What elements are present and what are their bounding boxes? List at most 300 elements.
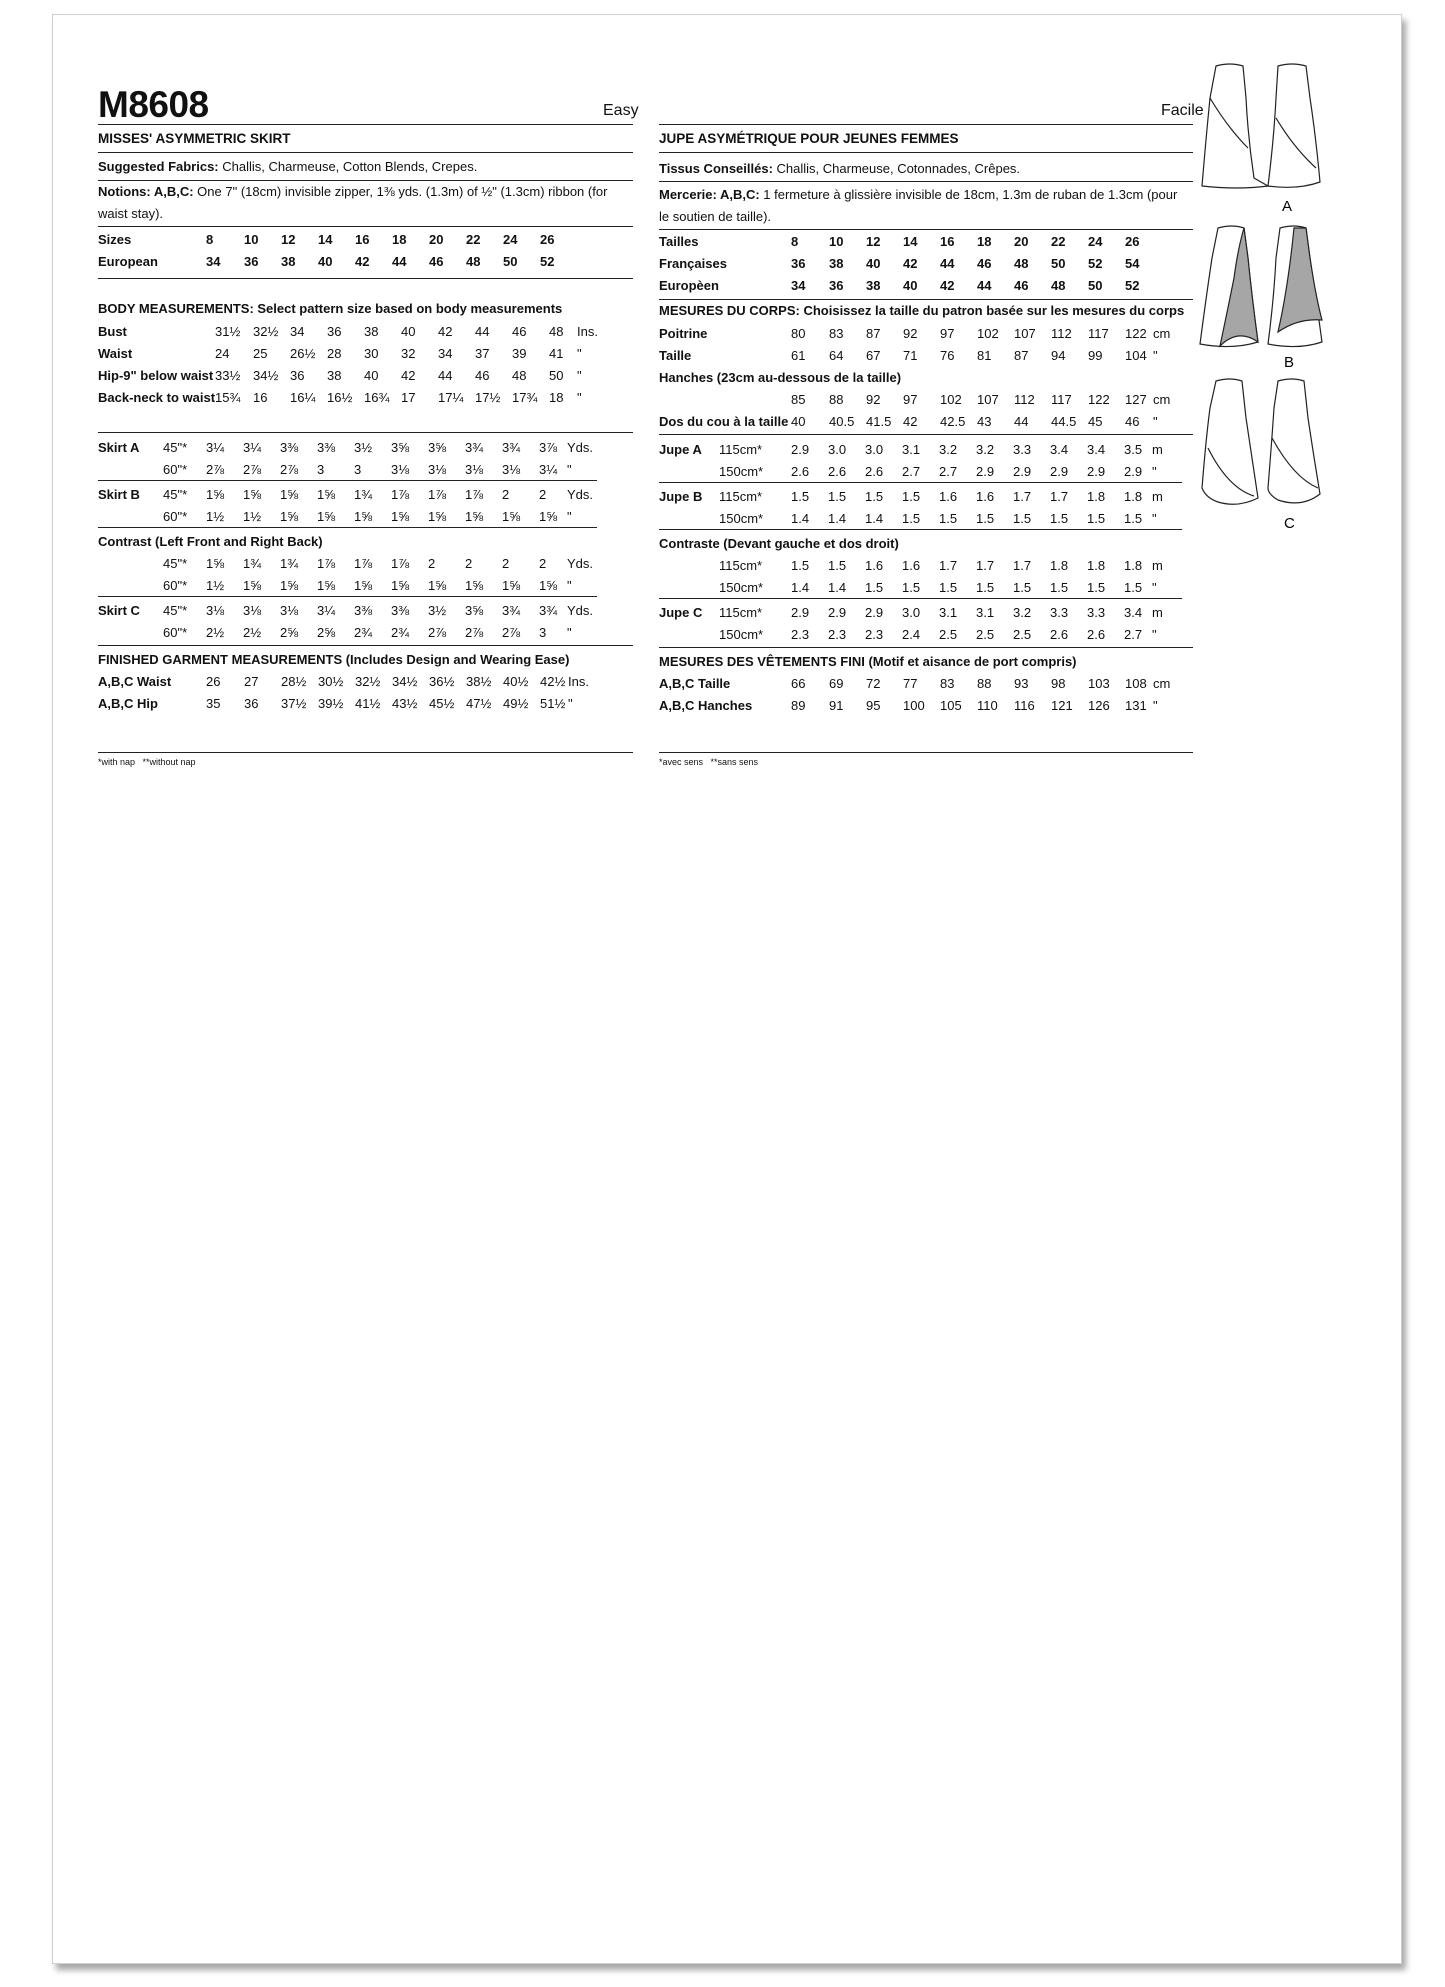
unit-label: " (577, 345, 582, 361)
measure-value: 117 (1088, 325, 1109, 341)
metrage-value: 1.6 (939, 488, 958, 504)
measure-value: 127 (1125, 391, 1147, 407)
measure-value: 39 (512, 345, 527, 361)
finished-value: 32½ (355, 673, 381, 689)
measure-value: 25 (253, 345, 268, 361)
finished-value: 77 (903, 675, 918, 691)
table-cell (1153, 252, 1183, 274)
size-value: 48 (1051, 277, 1066, 293)
metrage-value: 1.5 (865, 579, 884, 595)
measure-value: 30 (364, 345, 379, 361)
finished-title-fr: MESURES DES VÊTEMENTS FINI (Motif et aisance de port compris) (659, 654, 1077, 669)
metrage-value: 1.4 (865, 510, 884, 526)
measure-value: 28 (327, 345, 342, 361)
finished-value: 38½ (466, 673, 492, 689)
fabric-width: 60"* (163, 624, 188, 640)
metrage-value: 2.5 (976, 626, 995, 642)
finished-measurements (98, 670, 598, 714)
metrage-value: 1.5 (976, 510, 995, 526)
measure-value: 80 (791, 325, 806, 341)
metrage-value: 2.6 (828, 463, 847, 479)
metrage-value: 1.7 (1013, 488, 1032, 504)
yardage-value: 1⅝ (354, 508, 373, 524)
yardage-row (98, 552, 597, 574)
measure-value: 112 (1051, 325, 1072, 341)
finished-value: 35 (206, 695, 221, 711)
unit-label: Ins. (568, 673, 589, 689)
rule (659, 152, 1193, 153)
metrage-value: 3.4 (1124, 604, 1143, 620)
fabric-width: 150cm* (719, 510, 764, 526)
yardage-value: 3⅜ (317, 439, 336, 455)
yardage-value: 1⅝ (243, 577, 262, 593)
finished-value: 51½ (540, 695, 566, 711)
finished-value: 36 (244, 695, 259, 711)
yardage-value: 3¾ (502, 602, 521, 618)
yardage-value: 2⅝ (317, 624, 336, 640)
view-label (659, 507, 719, 530)
measure-value: 34 (290, 323, 305, 339)
size-value: 48 (1014, 255, 1029, 271)
fabric-width: 45"* (163, 439, 188, 455)
measure-value: 97 (940, 325, 955, 341)
size-value: 22 (1051, 233, 1066, 249)
unit-label: " (577, 389, 582, 405)
view-label: Jupe A (659, 441, 702, 457)
measure-value: 34½ (253, 367, 279, 383)
yardage-value: 3¼ (317, 602, 336, 618)
unit-label: m (1152, 604, 1163, 620)
size-value: 14 (318, 231, 333, 247)
size-value: 52 (1088, 255, 1103, 271)
yardage-value: 1⅞ (428, 486, 447, 502)
yardage-value: 1⅞ (465, 486, 484, 502)
european-size-value: 34 (206, 253, 221, 269)
metrage-row (659, 576, 1182, 599)
measure-row (659, 388, 1183, 410)
finished-value: 40½ (503, 673, 529, 689)
yardage-value: 1⅝ (317, 508, 336, 524)
size-value: 8 (791, 233, 799, 249)
metrage-value: 1.4 (828, 510, 847, 526)
metrage-value: 1.5 (828, 557, 847, 573)
size-value: 22 (466, 231, 481, 247)
difficulty-fr: Facile (1161, 102, 1204, 119)
metrage-row (659, 485, 1182, 507)
yardage-value: 3⅛ (391, 461, 410, 477)
yardage-value: 1⅝ (280, 577, 299, 593)
unit-label: " (1153, 347, 1158, 363)
finished-value: 131 (1125, 697, 1147, 713)
finished-label: A,B,C Waist (98, 673, 172, 689)
metrage-value: 1.5 (865, 488, 884, 504)
measure-value: 83 (829, 325, 844, 341)
size-value: 20 (429, 231, 444, 247)
finished-table-fr (659, 672, 1183, 716)
finished-value: 41½ (355, 695, 381, 711)
metrage-value: 1.5 (1124, 579, 1143, 595)
unit-label: cm (1153, 675, 1171, 691)
finished-label: A,B,C Hip (98, 695, 158, 711)
sizes-table (659, 230, 1183, 296)
sizes-table-en (98, 228, 598, 272)
metrage-value: 1.6 (902, 557, 921, 573)
sizes-table (98, 228, 598, 272)
unit-label: m (1152, 488, 1163, 504)
yardage-value: 3⅛ (206, 602, 225, 618)
measure-value: 36 (327, 323, 342, 339)
metrage-value: 2.9 (976, 463, 995, 479)
measure-value: 45 (1088, 413, 1103, 429)
rule (659, 299, 1193, 300)
yardage-value: 3¼ (539, 461, 558, 477)
finished-value: 88 (977, 675, 992, 691)
finished-value: 26 (206, 673, 221, 689)
size-value: 44 (977, 277, 992, 293)
metrage-value: 1.5 (828, 488, 847, 504)
yardage-table-en (98, 436, 597, 643)
measure-value: 37 (475, 345, 490, 361)
metrage-value: 2.4 (902, 626, 921, 642)
yardage-row (98, 483, 597, 505)
measure-value: 61 (791, 347, 806, 363)
metrage-value: 1.8 (1087, 488, 1106, 504)
metrage-value: 2.3 (828, 626, 847, 642)
size-value: 36 (829, 277, 844, 293)
metrage-value: 2.9 (1087, 463, 1106, 479)
contrast-label: Contraste (Devant gauche et dos droit) (659, 535, 899, 551)
measure-value: 46 (512, 323, 527, 339)
yardage-value: 3½ (428, 602, 447, 618)
european-label: European (98, 253, 158, 269)
table-cell (1153, 274, 1183, 296)
measure-value: 87 (866, 325, 881, 341)
rule (98, 645, 633, 646)
table-row (659, 252, 1183, 274)
metrage-value: 2.6 (1087, 626, 1106, 642)
yardage-value: 2⅞ (465, 624, 484, 640)
view-label (659, 576, 719, 599)
unit-label: " (1152, 626, 1157, 642)
contrast-heading-row (659, 532, 1182, 554)
yardage-value: 1½ (206, 508, 225, 524)
measure-value: 32½ (253, 323, 279, 339)
size-value: 10 (829, 233, 844, 249)
finished-label: A,B,C Hanches (659, 697, 753, 713)
metrage-value: 3.2 (1013, 604, 1032, 620)
european-size-value: 42 (355, 253, 370, 269)
yardage-row (98, 599, 597, 621)
metrage (659, 438, 1182, 645)
skirt-view-a-illustration (1202, 64, 1320, 188)
yardage-value: 2⅞ (502, 624, 521, 640)
measure-value: 44 (1014, 413, 1029, 429)
footnote-en: *with nap **without nap (98, 757, 196, 767)
table-cell (1153, 230, 1183, 252)
finished-value: 103 (1088, 675, 1110, 691)
metrage-value: 1.5 (939, 510, 958, 526)
unit-label: Yds. (567, 439, 594, 455)
yardage-value: 2 (502, 486, 510, 502)
title-fr: JUPE ASYMÉTRIQUE POUR JEUNES FEMMES (659, 131, 959, 146)
measure-label: Hip-9" below waist (98, 367, 214, 383)
yardage-value: 3⅜ (280, 439, 299, 455)
fabric-width: 60"* (163, 461, 188, 477)
yardage-value: 3⅞ (539, 439, 558, 455)
yardage-row (98, 436, 597, 458)
metrage-value: 2.5 (939, 626, 958, 642)
yardage-value: 3⅛ (465, 461, 484, 477)
rule (659, 124, 1193, 125)
yardage-value: 3⅝ (391, 439, 410, 455)
yardage-value: 3¼ (243, 439, 262, 455)
measure-value: 87 (1014, 347, 1029, 363)
unit-label: Ins. (577, 323, 599, 339)
unit-label: " (567, 508, 572, 524)
yardage-row (98, 574, 597, 597)
metrage-value: 2.9 (1050, 463, 1069, 479)
size-value: 8 (206, 231, 214, 247)
body-title-en: BODY MEASUREMENTS: Select pattern size based on body measurements (98, 301, 563, 316)
metrage-row (659, 554, 1182, 576)
fabrics-fr (659, 158, 1193, 180)
finished-value: 110 (977, 697, 998, 713)
metrage-value: 1.5 (1087, 510, 1106, 526)
measure-value: 18 (549, 389, 564, 405)
finished-value: 66 (791, 675, 806, 691)
yardage-value: 3¾ (539, 602, 558, 618)
yardage-value: 1⅝ (539, 508, 558, 524)
metrage-value: 1.5 (1013, 510, 1032, 526)
measure-value: 67 (866, 347, 881, 363)
size-value: 40 (903, 277, 918, 293)
finished-value: 27 (244, 673, 259, 689)
fabrics-text: Challis, Charmeuse, Cotton Blends, Crepes. (218, 159, 478, 174)
size-value: 42 (940, 277, 955, 293)
metrage-value: 2.3 (791, 626, 810, 642)
yardage-value: 1⅝ (428, 508, 447, 524)
metrage-row (659, 460, 1182, 483)
metrage-value: 1.7 (1013, 557, 1032, 573)
european-size-value: 48 (466, 253, 481, 269)
yardage-value: 1⅝ (391, 577, 410, 593)
fabric-width: 115cm* (719, 604, 763, 620)
measure-value: 71 (903, 347, 918, 363)
notions-text: 1 fermeture à glissière invisible de 18cm, 1.3m de ruban de 1.3cm (pour le soutien de taille). (659, 187, 1178, 224)
metrage-value: 1.5 (1124, 510, 1143, 526)
table-row (659, 694, 1183, 716)
yardage-value: 3 (354, 461, 362, 477)
european-size-value: 38 (281, 253, 296, 269)
metrage-value: 1.5 (1087, 579, 1106, 595)
finished-title-en: FINISHED GARMENT MEASUREMENTS (Includes Design and Wearing Ease) (98, 652, 570, 667)
metrage-value: 1.5 (791, 488, 810, 504)
measure-value: 117 (1051, 391, 1072, 407)
metrage-value: 3.4 (1050, 441, 1069, 457)
metrage-value: 1.8 (1050, 557, 1069, 573)
finished-value: 121 (1051, 697, 1073, 713)
unit-label: Yds. (567, 486, 594, 502)
yardage-row (98, 458, 597, 481)
measure-value: 38 (364, 323, 379, 339)
rule (659, 434, 1193, 435)
measure-value: 26½ (290, 345, 316, 361)
yardage-value: 1⅝ (206, 555, 225, 571)
measure-value: 122 (1125, 325, 1147, 341)
size-value: 26 (540, 231, 555, 247)
metrage-value: 2.7 (902, 463, 921, 479)
fabrics-label: Suggested Fabrics: (98, 159, 219, 174)
metrage-value: 3.5 (1124, 441, 1143, 457)
table-row (98, 364, 607, 386)
yardage-value: 1¾ (243, 555, 262, 571)
yardage-value: 1⅝ (428, 577, 447, 593)
size-value: 24 (503, 231, 518, 247)
yardage-value: 1⅝ (280, 486, 299, 502)
metrage-row (659, 438, 1182, 460)
yardage-value: 3 (539, 624, 547, 640)
finished-value: 42½ (540, 673, 566, 689)
metrage-value: 1.4 (791, 510, 810, 526)
european-size-value: 44 (392, 253, 407, 269)
measure-value: 42 (401, 367, 416, 383)
finished-value: 43½ (392, 695, 418, 711)
metrage-value: 3.1 (976, 604, 995, 620)
measure-value: 97 (903, 391, 918, 407)
unit-label: " (1152, 463, 1157, 479)
measure-label: Waist (98, 345, 133, 361)
fabric-width: 150cm* (719, 626, 764, 642)
measure-value: 46 (475, 367, 490, 383)
finished-value: 34½ (392, 673, 418, 689)
measure-value: 16¼ (290, 389, 316, 405)
yardage-value: 2½ (243, 624, 262, 640)
rule (98, 278, 633, 279)
notions-text: One 7" (18cm) invisible zipper, 1⅜ yds. (1.3m) of ½" (1.3cm) ribbon (for waist stay). (98, 184, 608, 221)
measure-label: Poitrine (659, 325, 708, 341)
measure-value: 104 (1125, 347, 1147, 363)
fabrics-label: Tissus Conseillés: (659, 161, 773, 176)
tailles-label: Tailles (659, 233, 699, 249)
metrage-value: 3.0 (828, 441, 847, 457)
size-value: 42 (903, 255, 918, 271)
measure-value: 94 (1051, 347, 1066, 363)
measure-row (659, 322, 1183, 344)
yardage-value: 2 (428, 555, 436, 571)
table-row (98, 250, 598, 272)
yardage-value: 3⅛ (280, 602, 299, 618)
measure-value: 107 (1014, 325, 1036, 341)
metrage-value: 2.9 (791, 441, 810, 457)
measure-value: 32 (401, 345, 416, 361)
notions-fr (659, 184, 1179, 228)
measure-label: Taille (659, 347, 692, 363)
yardage-value: 3½ (354, 439, 373, 455)
measure-value: 40 (364, 367, 379, 383)
metrage-value: 2.3 (865, 626, 884, 642)
measure-label: Bust (98, 323, 127, 339)
yardage-value: 1⅝ (502, 577, 521, 593)
finished-label: A,B,C Taille (659, 675, 731, 691)
metrage-value: 3.0 (865, 441, 884, 457)
metrage-value: 3.1 (902, 441, 921, 457)
yardage-value: 2¾ (391, 624, 410, 640)
size-value: 38 (866, 277, 881, 293)
size-value: 52 (1125, 277, 1140, 293)
yardage-value: 1⅝ (354, 577, 373, 593)
unit-label: m (1152, 557, 1163, 573)
fabric-width: 45"* (163, 555, 188, 571)
measure-value: 40.5 (829, 413, 855, 429)
measure-value: 34 (438, 345, 453, 361)
yardage-value: 3¼ (206, 439, 225, 455)
size-value: 40 (866, 255, 881, 271)
yardage-value: 2⅞ (243, 461, 262, 477)
yardage-value: 1⅝ (539, 577, 558, 593)
unit-label: Yds. (567, 555, 594, 571)
yardage-value: 1¾ (354, 486, 373, 502)
unit-label: " (1153, 697, 1158, 713)
view-label (98, 505, 163, 528)
finished-table-en (98, 670, 598, 714)
notions-en (98, 181, 618, 225)
size-value: 12 (281, 231, 296, 247)
finished-value: 126 (1088, 697, 1110, 713)
measure-value: 16½ (327, 389, 353, 405)
metrage-value: 3.3 (1013, 441, 1032, 457)
measure-value: 31½ (215, 323, 241, 339)
body-table-fr (659, 322, 1183, 432)
yardage-row (98, 621, 597, 643)
metrage-value: 1.4 (791, 579, 810, 595)
finished-value: 45½ (429, 695, 455, 711)
size-value: 12 (866, 233, 881, 249)
finished-value: 37½ (281, 695, 307, 711)
unit-label: " (568, 695, 573, 711)
size-value: 50 (1051, 255, 1066, 271)
metrage-value: 1.5 (902, 579, 921, 595)
fabric-width: 115cm* (719, 488, 763, 504)
size-value: 38 (829, 255, 844, 271)
table-row (98, 320, 607, 342)
measure-value: 36 (290, 367, 305, 383)
view-label (98, 552, 163, 574)
measure-value: 17¼ (438, 389, 464, 405)
metrage-value: 1.5 (902, 510, 921, 526)
yardage-value: 3¾ (502, 439, 521, 455)
views-illustration (1198, 58, 1398, 538)
metrage-value: 1.8 (1124, 488, 1143, 504)
metrage-value: 1.6 (976, 488, 995, 504)
metrage-value: 2.9 (791, 604, 810, 620)
measure-value: 102 (977, 325, 999, 341)
finished-value: 89 (791, 697, 806, 713)
measure-value: 33½ (215, 367, 241, 383)
yardage-value: 2⅞ (428, 624, 447, 640)
metrage-value: 3.3 (1087, 604, 1106, 620)
unit-label: " (1152, 579, 1157, 595)
metrage-value: 2.7 (939, 463, 958, 479)
measure-value: 44.5 (1051, 413, 1077, 429)
skirt-view-b-illustration (1200, 226, 1322, 347)
measure-value: 102 (940, 391, 962, 407)
table-row (98, 692, 598, 714)
metrage-value: 3.2 (939, 441, 958, 457)
measure-value: 81 (977, 347, 992, 363)
measure-value: 17 (401, 389, 416, 405)
size-value: 16 (355, 231, 370, 247)
unit-label: cm (1153, 325, 1171, 341)
